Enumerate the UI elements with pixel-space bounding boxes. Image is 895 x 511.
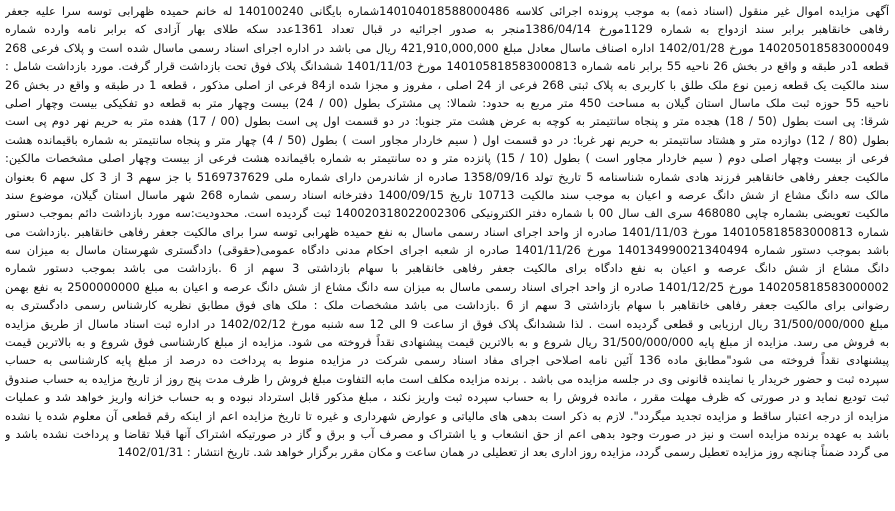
notice-line: مزایده از درجه اعتبار ساقط و مزایده تجدید میگردد". لازم به ذکر است بدهی های مالیاتی و عوارض شهرداری و غیره تا تاریخ مزایده اعم از اینکه رقم قطعی آن معلوم شده یا نشده <box>5 408 889 423</box>
notice-line: شماره 140105818583000813 مورخ 1401/11/03 صادره از واحد اجرای اسناد رسمی ماسال به نفع حمیده ظهرابی توسه سرا برای مالکیت جعفر رفاهی خانقاهبر .بازداشت می <box>5 224 889 239</box>
notice-line: شرقا: پی است بطول (50 / 18) هجده متر و پنجاه سانتیمتر به کوچه به عرض هشت متر جنوبا: در دو قسمت اول پی است بطول (00 / 17) هفده متر به حریم نهر دوم پی است <box>5 114 889 129</box>
notice-line: مبلغ 31/500/000/000 ریال ارزیابی و قطعی گردیده است . لذا ششدانگ پلاک فوق از ساعت 9 الی 12 سه شنبه مورخ 1402/02/12 در اداره ثبت اسناد ماسال از طریق مزایده <box>5 316 889 331</box>
notice-line: مالکیت جعفر رفاهی خانقاهبر فرزند هادی شماره شناسنامه 5 تاریخ تولد 1358/09/16 صادره از شاندرمن دارای شماره ملی 5169737629 با جز سهم 3 از 3 کل سهم 6 بعنوان <box>5 169 889 184</box>
notice-line: قطعه 1در طبقه و واقع در بخش 26 ناحیه 55 برابر نامه شماره 140105818583000813 مورخ 1401/11/03 ششدانگ پلاک فوق تحت بازداشت قرار گرفت. مورد بازداشت شامل : <box>5 59 889 74</box>
notice-line: باشد بموجب دستور شماره 140134990021340494 مورخ 1401/11/26 صادره از شعبه اجرای احکام مدنی دادگاه عمومی(حقوقی) دادگستری شهرستان ماسال به میزان سه <box>5 243 889 258</box>
notice-line: به فروش می رسد. مزایده از مبلغ پایه 31/500/000/000 ریال شروع و به بالاترین قیمت پیشنهادی نقداً فروخته می شود. مزایده از مبلغ کارشناسی فوق شروع و به بالاترین قیمت <box>5 335 889 350</box>
notice-line: ناحیه 55 حوزه ثبت ملک ماسال استان گیلان به مساحت 450 متر مربع به حدود: شمالا: پی مشترک بطول (00 / 24) بیست وچهار متر به قطعه دو تفکیکی بیست وچهار اصلی <box>5 95 889 110</box>
notice-line: سند مالکیت یک قطعه زمین نوع ملک طلق با کاربری به پلاک ثبتی 268 فرعی از 24 اصلی ، مفروز و مجزا شده از84 فرعی از اصلی مذکور ، قطعه 1 در طبقه و واقع در بخش 26 <box>5 77 889 92</box>
notice-line: ثبت تودیع نماید و در صورتی که ظرف مهلت مقرر ، مانده فروش را به حساب سپرده ثبت واریز نکند ، مبلغ مذکور قابل استرداد نبوده و به حساب خزانه واریز خواهد شد و عملیات <box>5 390 889 405</box>
notice-line: فرعی از بیست وچهار اصلی دوم ( سیم خاردار مجاور است ) بطول (10 / 15) پانزده متر و ده سانتیمتر به شماره باقیمانده هشت فرعی از بیست وچهار اصلی مشخصات مالکین: <box>5 151 889 166</box>
notice-line: رفاهی خانقاهبر برابر سند ازدواج به شماره 1129مورخ 1386/04/14منجر به صدور اجرائیه در قبال تعداد 1361عدد سکه طلای بهار آزادی که برابر نامه وارده شماره <box>5 22 889 37</box>
notice-line: دانگ مشاع از شش دانگ عرصه و اعیان به نفع دادگاه برای مالکیت جعفر رفاهی خانقاهبر با سهام بازداشتی 3 سهم از 6 .بازداشت می باشد بموجب دستور شماره <box>5 261 889 276</box>
notice-line: مالکیت تعویضی بشماره چاپی 468080 سری الف سال 00 با شماره دفتر الکترونیکی 140020318022002306 ثبت گردیده است. محدودیت:سه مورد بازداشت دائم بموجب دستور <box>5 206 889 221</box>
notice-line: بطول (80 / 12) دوازده متر و هشتاد سانتیمتر به حریم نهر غربا: در دو قسمت اول ( سیم خاردار مجاور است ) بطول (50 / 4) چهار متر و پنجاه سانتیمتر به شماره باقیمانده هشت <box>5 132 889 147</box>
notice-line: رضوانی برای مالکیت جعفر رفاهی خانقاهبر با سهام بازداشتی 3 سهم از 6 .بازداشت می باشد مشخصات ملک : ملک های فوق مطابق نظریه کارشناس رسمی دادگستری به <box>5 298 889 313</box>
notice-line: مالک سه دانگ مشاع از شش دانگ عرصه و اعیان به موجب سند مالکیت 10713 تاریخ 1400/09/15 دفترخانه اسناد رسمی شماره 268 شهر ماسال استان گیلان، موضوع سند <box>5 187 889 202</box>
notice-line: 140205818583000002 مورخ 1401/12/25 صادره از واحد اجرای اسناد رسمی ماسال به میزان سه دانگ مشاع از شش دانگ عرصه و اعیان به مبلغ 2500000000 به نفع بهمن <box>5 279 889 294</box>
notice-line-publication-date: می گردد ضمناً چنانچه روز مزایده تعطیل رسمی گردد، مزایده روز اداری بعد از تعطیلی در همان ساعت و مکان مقرر برگزار خواهد شد. تاریخ انتشار : 1402/01/31 <box>117 445 889 460</box>
notice-line: باشد به عهده برنده مزایده است و نیز در صورت وجود بدهی اعم از حق انشعاب و یا اشتراک و مصرف آب و برق و گاز در صورتیکه اشتراک آنها قبلا تقاضا و پرداخت نشده باشد و <box>5 426 889 441</box>
notice-line: آگهی مزایده اموال غیر منقول (اسناد ذمه) به موجب پرونده اجرائی کلاسه 140104018588000486شماره بایگانی 140100240 له خانم حمیده ظهرابی توسه سرا علیه جعفر <box>5 4 889 18</box>
notice-line: پیشنهادی نقداً فروخته می شود"مطابق ماده 136 آئین نامه اصلاحی اجرای مفاد اسناد رسمی شرکت در مزایده منوط به پرداخت ده درصد از مبلغ پایه کارشناسی به حساب <box>5 353 889 368</box>
notice-line: سپرده ثبت و حضور خریدار یا نماینده قانونی وی در جلسه مزایده می باشد . برنده مزایده مکلف است مابه التفاوت مبلغ فروش را ظرف مدت پنج روز از تاریخ مزایده به حساب صندوق <box>5 371 889 386</box>
notice-line: 140205018583000049 مورخ 1402/01/28 اداره اصناف ماسال معادل مبلغ 421,910,000,000 ریال می باشد در اداره اجرای اسناد رسمی ماسال شده است و پلاک فرعی 268 <box>5 40 889 55</box>
auction-notice <box>5 2 889 507</box>
